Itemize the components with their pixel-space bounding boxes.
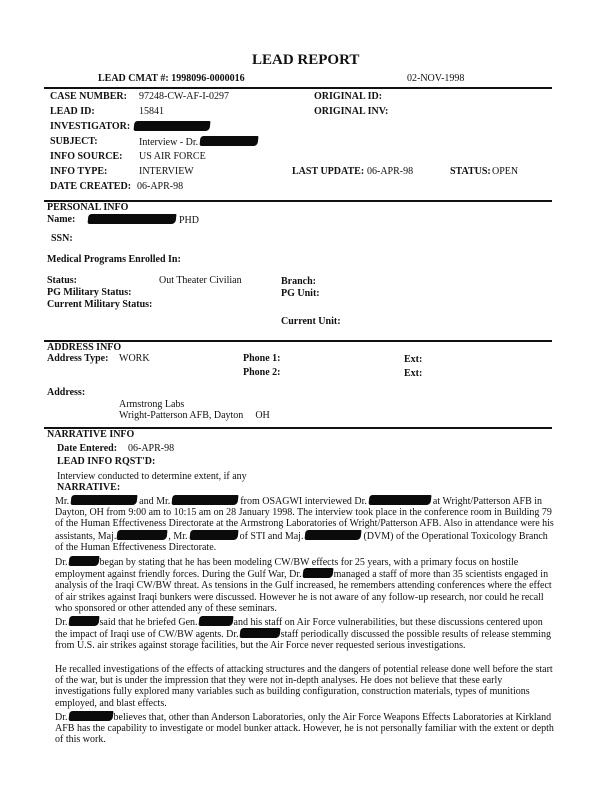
case-number-label: CASE NUMBER: [50,91,127,102]
divider-top [44,87,552,89]
investigator-redacted [134,121,210,134]
status-label: STATUS: [450,166,491,177]
subject-label: SUBJECT: [50,136,98,147]
narrative-section-title: NARRATIVE INFO [47,429,135,440]
info-type: INTERVIEW [139,166,194,177]
personal-section-title: PERSONAL INFO [47,202,129,213]
date-entered: 06-APR-98 [128,443,175,454]
pg-military-label: PG Military Status: [47,287,132,298]
status-personal-label: Status: [47,275,78,286]
narrative-paragraph-3: Dr. said that he briefed Gen. and his staff on Air Force vulnerabilities, but these discussions centered upon the impact of Iraqi use of CW/BW agents. Dr. staff periodically discussed the possible results of release stemming from U.S. air strikes against storage facilities, but the Air Force never requested serious investigations. [55,617,551,652]
status-personal: Out Theater Civilian [159,275,242,286]
address-line2: Wright-Patterson AFB, Dayton OH [119,410,270,421]
lead-cmat: LEAD CMAT #: 1998096-0000016 [98,73,245,84]
original-id-label: ORIGINAL ID: [314,91,383,102]
request-text: Interview conducted to determine extent, if any [57,471,247,482]
address-label: Address: [47,387,86,398]
lead-id-label: LEAD ID: [50,106,95,117]
report-date: 02-NOV-1998 [407,73,465,84]
name-label: Name: [47,214,76,225]
lead-id: 15841 [139,106,164,117]
date-created: 06-APR-98 [137,181,184,192]
current-unit-label: Current Unit: [281,316,341,327]
last-update-label: LAST UPDATE: [292,166,365,177]
investigator-label: INVESTIGATOR: [50,121,131,132]
last-update: 06-APR-98 [367,166,414,177]
case-number: 97248-CW-AF-I-0297 [139,91,229,102]
phone1-label: Phone 1: [243,353,281,364]
pg-unit-label: PG Unit: [281,288,320,299]
narrative-paragraph-2: Dr. began by stating that he has been modeling CW/BW effects for 25 years, with a primary focus on hostile employment against friendly forces. During the Gulf War, Dr. managed a staff of more than 35 scientists engaged in analysis of the Iraqi CW/BW threat. As tensions in the Gulf increased, he remembers attending conferences where the effect of air strikes against Iraqi bunkers were discussed. However he is not aware of any follow-up research, nor could he recall who sponsored or other attended any of these seminars. [55,557,552,614]
address-type-label: Address Type: [47,353,109,364]
address-type: WORK [119,353,150,364]
ext2-label: Ext: [404,368,423,379]
report-title: LEAD REPORT [252,52,360,68]
lead-rqst-label: LEAD INFO RQST'D: [57,456,156,467]
ssn-label: SSN: [51,233,73,244]
name-value: PHD [88,214,199,227]
status-value: OPEN [492,166,519,177]
current-military-label: Current Military Status: [47,299,153,310]
info-source-label: INFO SOURCE: [50,151,123,162]
narrative-paragraph-1: Mr. and Mr. from OSAGWI interviewed Dr. at Wright/Patterson AFB in Dayton, OH from 9:00 am to 10:15 am on 28 January 1998. The interview took place in the conference room in Building 79 of the Human Effectiveness Directorate at the Armstrong Laboratories of Wright/Patterson AFB. Also in attendance were his assistants, Maj. , Mr. of STI and Maj. (DVM) of the Operational Toxicology Branch of the Human Effectiveness Directorate. [55,496,554,553]
phone2-label: Phone 2: [243,367,281,378]
info-type-label: INFO TYPE: [50,166,108,177]
narrative-paragraph-5: Dr. believes that, other than Anderson Laboratories, only the Air Force Weapons Effects Laboratories at Kirkland AFB has the capability to investigate or model bunker attack. However, he is not personally familiar with the extent or depth of this work. [55,712,554,746]
narrative-label: NARRATIVE: [57,482,121,493]
branch-label: Branch: [281,276,316,287]
date-created-label: DATE CREATED: [50,181,132,192]
narrative-paragraph-4: He recalled investigations of the effects of attacking structures and the dangers of potential release done well before the start of the war, but is under the impression that they were not in-depth analyses. He does not believe that these early investigations fully explored many variables such as building configuration, construction materials, types of munitions employed, and blast effects. [55,664,553,709]
medical-programs-label: Medical Programs Enrolled In: [47,254,181,265]
address-section-title: ADDRESS INFO [47,342,122,353]
original-inv-label: ORIGINAL INV: [314,106,389,117]
address-line1: Armstrong Labs [119,399,185,410]
info-source: US AIR FORCE [139,151,206,162]
subject-value: Interview - Dr. [139,136,258,149]
ext1-label: Ext: [404,354,423,365]
date-entered-label: Date Entered: [57,443,118,454]
